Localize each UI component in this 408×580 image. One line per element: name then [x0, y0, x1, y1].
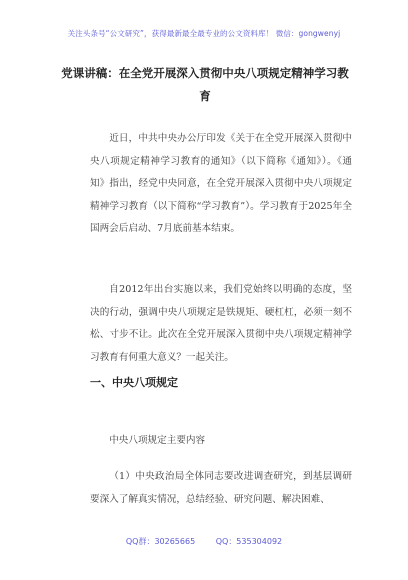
- footer-qq: QQ：535304092: [215, 537, 283, 546]
- footer: [0, 536, 408, 547]
- paragraph-significance: 自2012年出台实施以来，我们党始终以明确的态度，坚决的行动，强调中央八项规定是铁规矩、硬杠杠，必须一刻不松、寸步不让。此次在全党开展深入贯彻中央八项规定精神学习教育有何重大意义？一起关注。: [90, 284, 352, 363]
- header-banner: 关注头条号“公文研究”，获得最新最全最专业的公文资料库！ 微信：gongwenyj: [67, 29, 341, 38]
- section-heading: 一、中央八项规定: [90, 376, 178, 389]
- section-subheading: 中央八项规定主要内容: [109, 435, 206, 446]
- footer-qq-group: QQ群：30265665: [125, 537, 196, 546]
- document-title: 党课讲稿：在全党开展深入贯彻中央八项规定精神学习教育: [61, 66, 349, 103]
- paragraph-intro: 近日，中共中央办公厅印发《关于在全党开展深入贯彻中央八项规定精神学习教育的通知》（以下简称《通知》）。《通知》指出，经党中央同意，在全党开展深入贯彻中央八项规定精神学习教育（以下简称“学习教育”）。学习教育于2025年全国两会后启动、7月底前基本结束。: [90, 133, 352, 234]
- paragraph-rule-1: （1）中央政治局全体同志要改进调查研究，到基层调研要深入了解真实情况，总结经验、研究问题、解决困难、: [90, 471, 352, 505]
